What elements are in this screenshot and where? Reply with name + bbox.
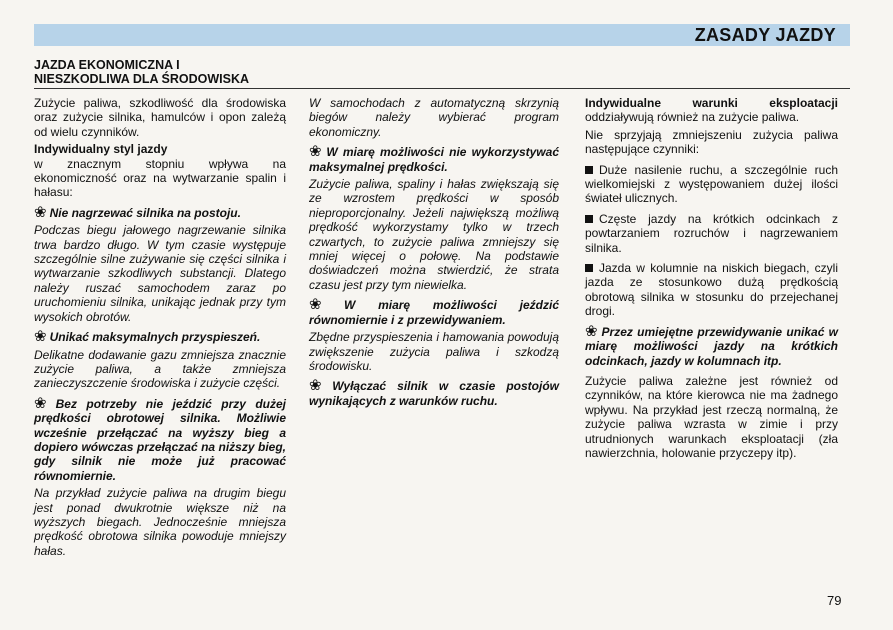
tip5-heading: ❀ W miarę możliwości jeździć równomiernie i z przewidywaniem. (309, 296, 559, 327)
flower-icon: ❀ (309, 296, 341, 314)
flower-icon: ❀ (585, 322, 599, 340)
chapter-header-bar (34, 24, 850, 46)
flower-icon: ❀ (309, 143, 324, 161)
automatic-gearbox-paragraph: W samochodach z automatyczną skrzynią biegów należy wybierać program ekonomiczny. (309, 96, 559, 139)
tip3-paragraph: Na przykład zużycie paliwa na drugim biegu jest ponad dwukrotnie większe niż na wyższych biegach. Jednocześnie mniejsza prędkość obrotowa silnika powoduje mniejszy hałas. (34, 486, 286, 558)
flower-icon: ❀ (34, 394, 53, 412)
square-bullet-icon (585, 215, 593, 223)
bullet-item-1: Duże nasilenie ruchu, a szczególnie ruch wielkomiejski z występowaniem dużej ilości świateł ulicznych. (585, 162, 838, 206)
page-number: 79 (827, 593, 842, 608)
tip6-heading: ❀ Wyłączać silnik w czasie postojów wynikających z warunków ruchu. (309, 377, 559, 408)
flower-icon: ❀ (309, 377, 330, 395)
tip3-heading: ❀ Bez potrzeby nie jeździć przy dużej prędkości obrotowej silnika. Możliwie wcześnie przełączać na wyższy bieg a dopiero wówczas przełączać na niższy bieg, gdy silnik nie może już pracować równomiernie. (34, 394, 286, 483)
flower-icon: ❀ (34, 328, 47, 346)
tip4-heading: ❀ W miarę możliwości nie wykorzystywać maksymalnej prędkości. (309, 143, 559, 174)
tip2-paragraph: Delikatne dodawanie gazu zmniejsza znacznie zużycie paliwa, a także zmniejsza zanieczyszczenie środowiska i zużycie części. (34, 347, 286, 391)
tip4-paragraph: Zużycie paliwa, spaliny i hałas zwiększają się ze wzrostem prędkości w sposób nieproporcjonalny. Jeżeli największą możliwą prędkość wykorzystamy tylko w trzech czwartych, to zużycie paliwa zmniejszy się mniej więcej o połowę. Na podstawie doświadczeń można stwierdzić, że strata czasu jest przy tym niewielka. (309, 177, 559, 292)
section-title-line2: NIESZKODLIWA DLA ŚRODOWISKA (34, 72, 250, 86)
style-heading: Indywidualny styl jazdy (34, 142, 168, 157)
bullet-item-2: Częste jazdy na krótkich odcinkach z powtarzaniem rozruchów i nagrzewaniem silnika. (585, 211, 838, 255)
chapter-title: ZASADY JAZDY (694, 25, 836, 45)
bullet-item-3: Jazda w kolumnie na niskich biegach, czyli jazda ze stosunkowo dużą prędkością obrotową silnika w stosunku do przejechanej drogi. (585, 261, 838, 319)
square-bullet-icon (585, 264, 593, 272)
style-paragraph: w znacznym stopniu wpływa na ekonomiczność oraz na wytwarzanie spalin i hałasu: (34, 156, 286, 200)
tip5-paragraph: Zbędne przyspieszenia i hamowania powodują zwiększenie zużycia paliwa i szkodzą środowisku. (309, 330, 559, 373)
tip2-heading: ❀ Unikać maksymalnych przyspieszeń. (34, 328, 261, 346)
conditions-paragraph: Indywidualne warunki eksploatacji oddziaływują również na zużycie paliwa. (585, 96, 838, 125)
intro-paragraph: Zużycie paliwa, szkodliwość dla środowiska oraz zużycie silnika, hamulców i opon zależą od wielu czynników. (34, 96, 286, 139)
title-divider (34, 88, 850, 89)
tip7-heading: ❀ Przez umiejętne przewidywanie unikać w miarę możliwości jazdy na krótkich odcinkach, jazdy w kolumnach itp. (585, 322, 838, 368)
closing-paragraph: Zużycie paliwa zależne jest również od czynników, na które kierowca nie ma żadnego wpływu. Na przykład jest rzeczą normalną, że zużycie paliwa wzrasta w zimie i przy utrudnionych warunkach eksploatacji (zła nawierzchnia, holowanie przyczepy itp). (585, 373, 838, 460)
column-3 (585, 96, 838, 463)
column-1 (34, 96, 286, 561)
section-title-line1: JAZDA EKONOMICZNA I (34, 58, 180, 72)
tip1-paragraph: Podczas biegu jałowego nagrzewanie silnika trwa bardzo długo. W tym czasie występuje szczególnie silne zużywanie się części silnika i wytwarzanie szkodliwych substancji. Dlatego należy ruszać samochodem zaraz po uruchomieniu silnika, unikając jednak przy tym wysokich obrotów. (34, 223, 286, 324)
column-2 (309, 96, 559, 411)
tip1-heading: ❀ Nie nagrzewać silnika na postoju. (34, 203, 241, 221)
factors-intro: Nie sprzyjają zmniejszeniu zużycia paliwa następujące czynniki: (585, 127, 838, 157)
flower-icon: ❀ (34, 203, 47, 221)
section-title (34, 58, 249, 86)
square-bullet-icon (585, 166, 593, 174)
